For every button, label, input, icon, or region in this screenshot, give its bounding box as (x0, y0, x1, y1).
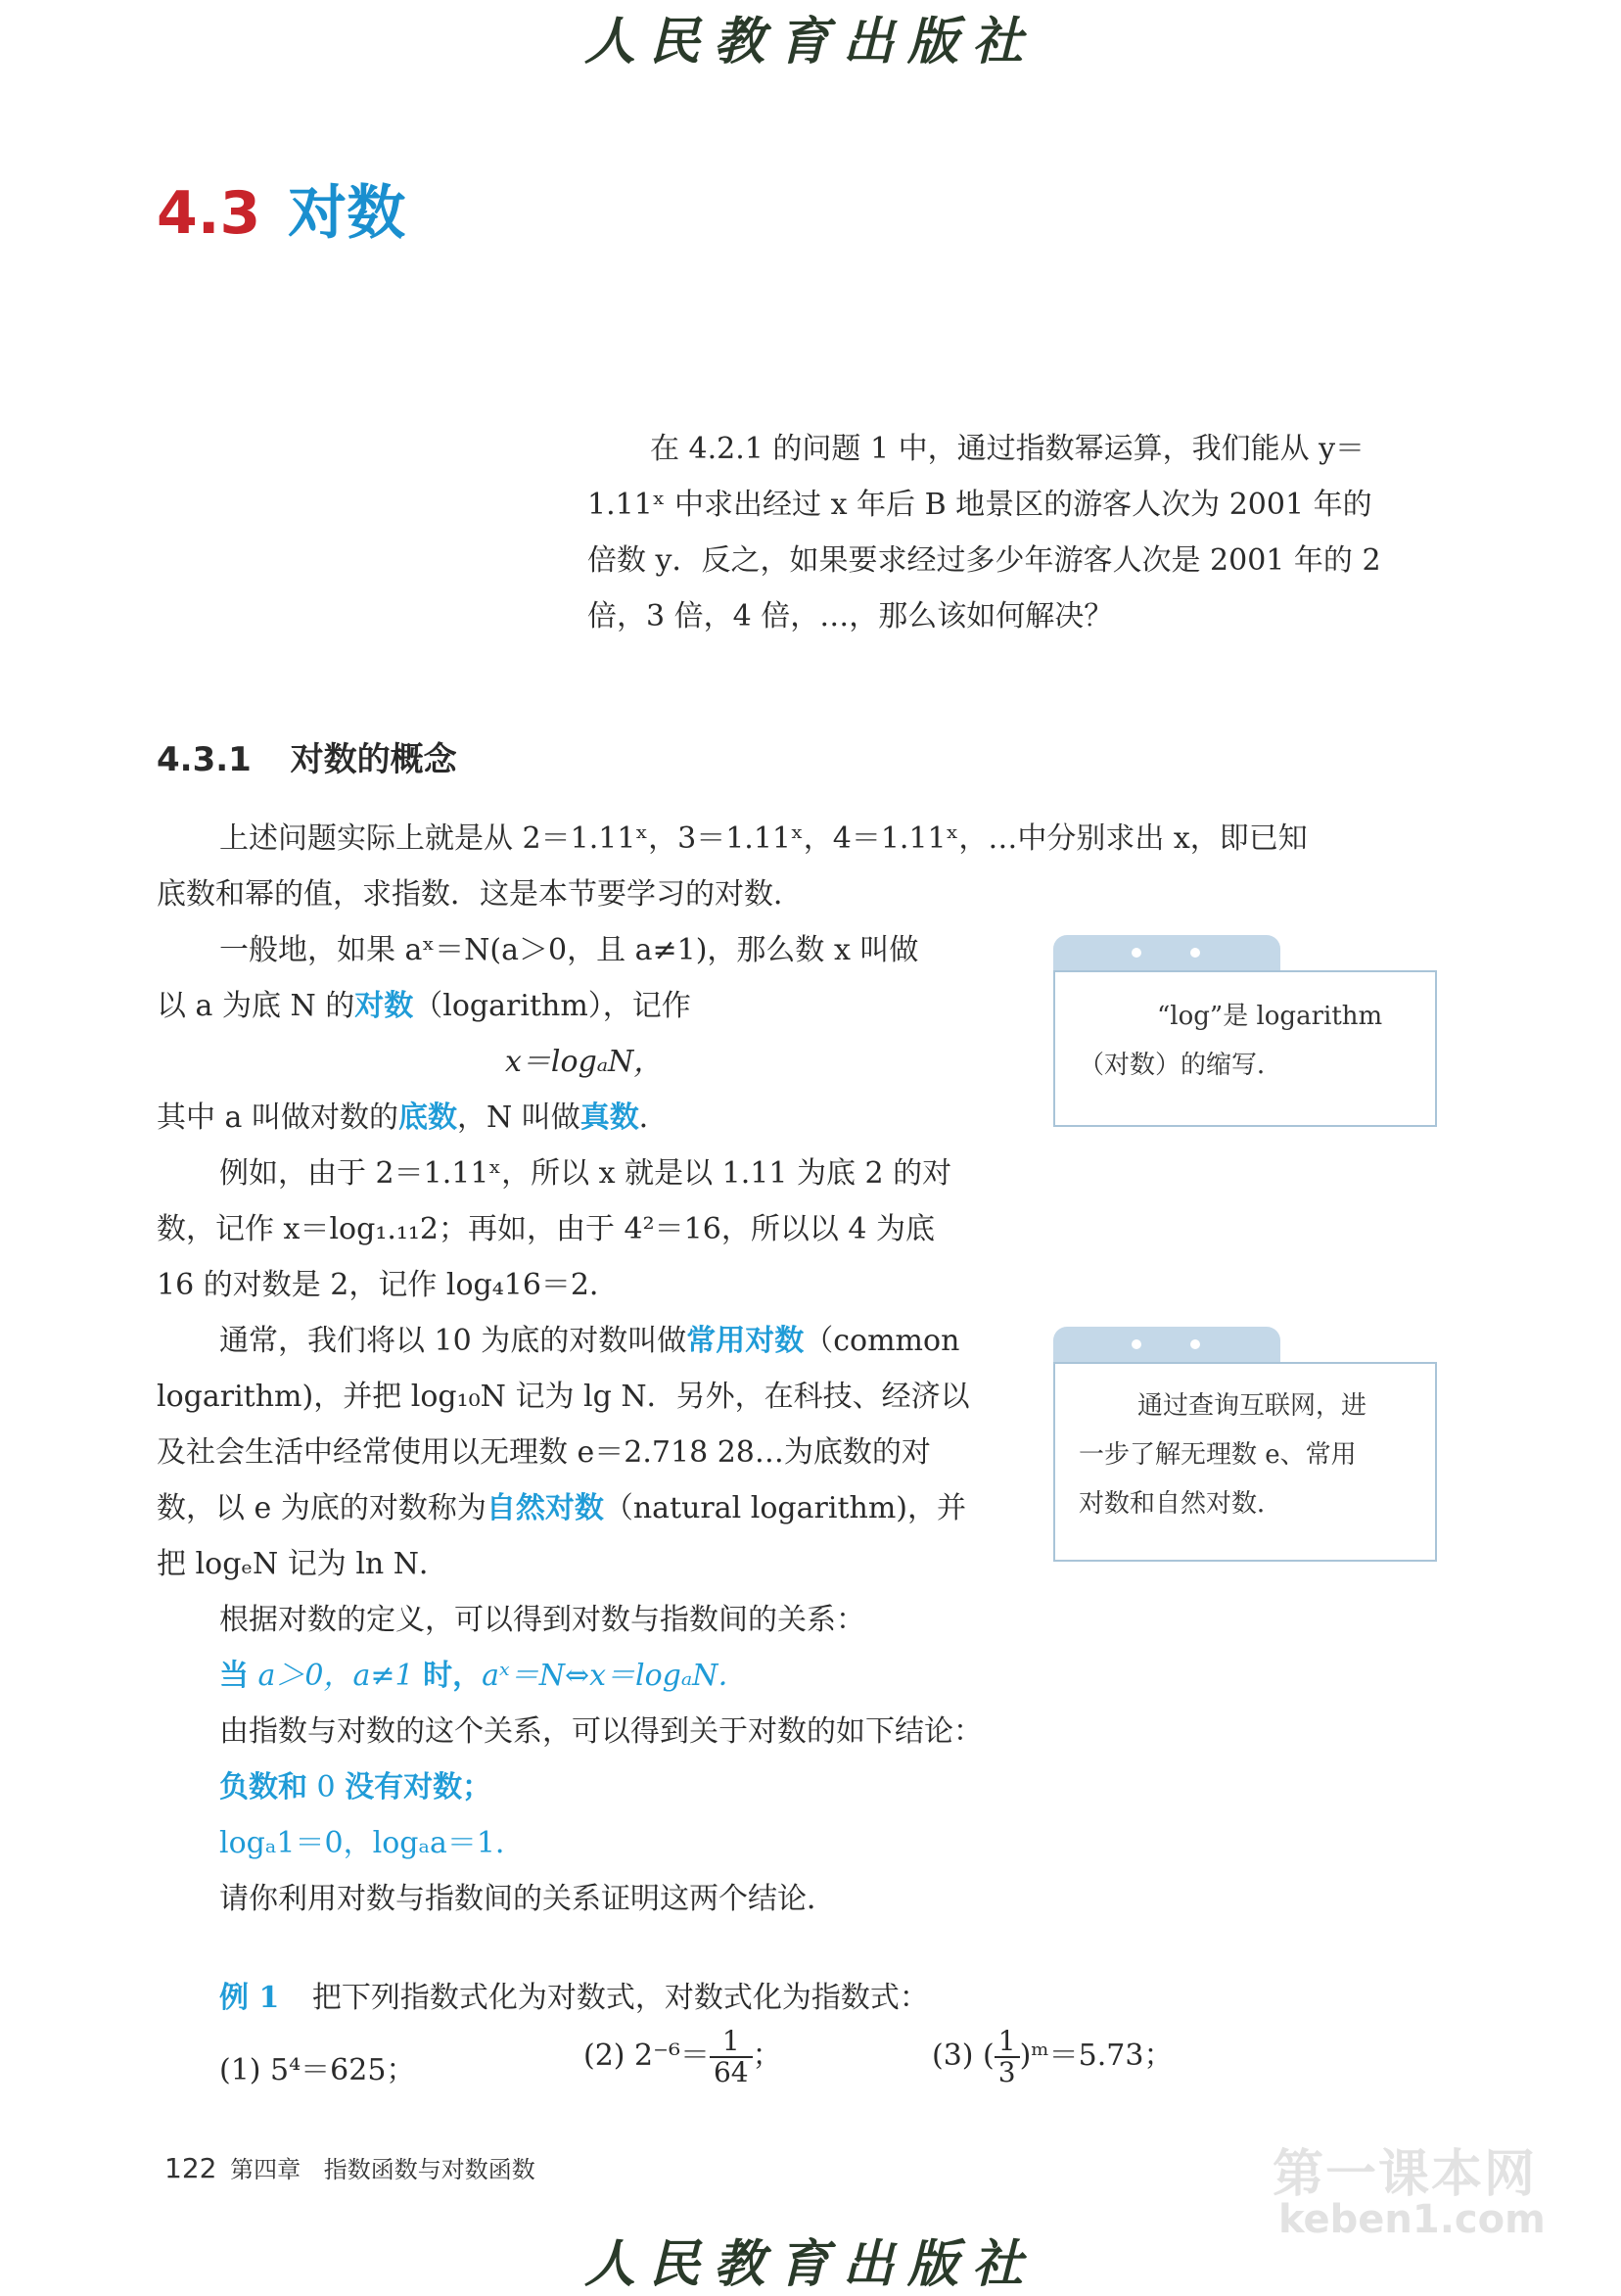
note-tab (1053, 1327, 1280, 1362)
example-text: 把下列指数式化为对数式，对数式化为指数式： (311, 1981, 929, 2015)
example-paragraph (157, 1146, 1038, 1313)
note-tab (1053, 935, 1280, 970)
example-line: 数，记作 x＝log₁.₁₁2；再如，由于 4²＝16，所以以 4 为底 (157, 1212, 935, 1246)
section-title: 对数的概念 (290, 740, 457, 779)
page-number: 122 (164, 2152, 217, 2184)
paragraph-line: 上述问题实际上就是从 2＝1.11ˣ，3＝1.11ˣ，4＝1.11ˣ，…中分别求出 x，即已知 (219, 821, 1308, 856)
fraction: $\frac{1}{64}$ (710, 2027, 753, 2087)
definition-line: 其中 a 叫做对数的底数，N 叫做真数． (157, 1101, 669, 1135)
chapter-label: 第四章 (230, 2156, 301, 2183)
intro-line: 1.11ˣ 中求出经过 x 年后 B 地景区的游客人次为 2001 年的 (587, 488, 1372, 522)
common-line: 通常，我们将以 10 为底的对数叫做常用对数（common (219, 1324, 960, 1358)
note-line: （对数）的缩写． (1079, 1051, 1283, 1080)
common-log-paragraph (157, 1313, 1038, 1592)
definition-line: 以 a 为底 N 的对数（logarithm），记作 (157, 989, 691, 1023)
common-line: 把 logₑN 记为 ln N． (157, 1547, 449, 1581)
definition-formula: x＝logₐN， (505, 1045, 664, 1079)
margin-note-log (1053, 970, 1437, 1127)
heading-title: 对数 (288, 179, 406, 248)
heading-number: 4.3 (157, 179, 261, 248)
term-natural-logarithm: 自然对数 (486, 1491, 604, 1525)
conclusion-intro: 由指数与对数的这个关系，可以得到关于对数的如下结论： (219, 1714, 983, 1749)
watermark-title: 第一课本网 (1273, 2145, 1538, 2204)
intro-line: 在 4.2.1 的问题 1 中，通过指数幂运算，我们能从 y＝ (650, 432, 1366, 466)
page-heading (157, 166, 405, 251)
common-line: 及社会生活中经常使用以无理数 e＝2.718 28…为底数的对 (157, 1435, 931, 1470)
note-line: “log”是 logarithm (1157, 1002, 1383, 1031)
definition-line: 一般地，如果 aˣ＝N(a＞0，且 a≠1)，那么数 x 叫做 (219, 933, 919, 967)
conclusion-2: logₐ1＝0，logₐa＝1． (219, 1826, 526, 1860)
paragraph-problem (157, 811, 1449, 922)
relation-block (157, 1592, 1449, 1927)
page-footer (164, 2150, 535, 2184)
publisher-footer: 人民教育出版社 (583, 2234, 1037, 2294)
chapter-title: 指数函数与对数函数 (323, 2156, 535, 2183)
example-line: 例如，由于 2＝1.11ˣ，所以 x 就是以 1.11 为底 2 的对 (219, 1156, 952, 1191)
definition-block (157, 922, 1038, 1146)
note-dot (1132, 1339, 1141, 1349)
term-common-logarithm: 常用对数 (686, 1324, 805, 1358)
prove-prompt: 请你利用对数与指数间的关系证明这两个结论． (219, 1882, 836, 1916)
note-line: 对数和自然对数． (1079, 1489, 1283, 1519)
conclusion-1: 负数和 0 没有对数； (219, 1770, 492, 1804)
example-label: 例 1 (219, 1981, 280, 2015)
relation-intro: 根据对数的定义，可以得到对数与指数间的关系： (219, 1603, 865, 1637)
relation-formula: aˣ＝N⇔x＝logₐN． (482, 1659, 748, 1693)
intro-line: 倍，3 倍，4 倍，…，那么该如何解决？ (587, 599, 1114, 633)
margin-note-internet (1053, 1362, 1437, 1562)
note-line: 一步了解无理数 e、常用 (1079, 1440, 1357, 1470)
fraction: $\frac{1}{3}$ (995, 2027, 1020, 2087)
section-heading (157, 732, 457, 780)
note-dot (1190, 1339, 1200, 1349)
example-item-2: (2) 2⁻⁶＝ $\frac{1}{64}$ ； (583, 2025, 782, 2088)
watermark-url: keben1.com (1278, 2197, 1546, 2242)
intro-line: 倍数 y．反之，如果要求经过多少年游客人次是 2001 年的 2 (587, 543, 1381, 578)
note-line: 通过查询互联网，进 (1137, 1391, 1367, 1421)
paragraph-line: 底数和幂的值，求指数．这是本节要学习的对数． (157, 877, 803, 912)
common-line: logarithm)，并把 log₁₀N 记为 lg N．另外，在科技、经济以 (157, 1380, 970, 1414)
publisher-header: 人民教育出版社 (583, 12, 1037, 71)
common-line: 数，以 e 为底的对数称为自然对数（natural logarithm)，并 (157, 1491, 966, 1525)
example-line: 16 的对数是 2，记作 log₄16＝2． (157, 1268, 620, 1302)
term-logarithm: 对数 (354, 989, 414, 1023)
note-dot (1132, 948, 1141, 958)
example-item-3: (3) ( $\frac{1}{3}$ )ᵐ＝5.73； (932, 2025, 1174, 2088)
intro-paragraph (587, 421, 1449, 644)
section-number: 4.3.1 (157, 740, 252, 779)
note-dot (1190, 948, 1200, 958)
term-antilogarithm: 真数 (579, 1101, 639, 1135)
example-1-prompt (219, 1970, 929, 2026)
term-base: 底数 (397, 1101, 457, 1135)
example-item-1: (1) 5⁴＝625； (219, 2053, 416, 2087)
relation-rule: 当 a＞0，a≠1 时，aˣ＝N⇔x＝logₐN． (219, 1659, 748, 1693)
